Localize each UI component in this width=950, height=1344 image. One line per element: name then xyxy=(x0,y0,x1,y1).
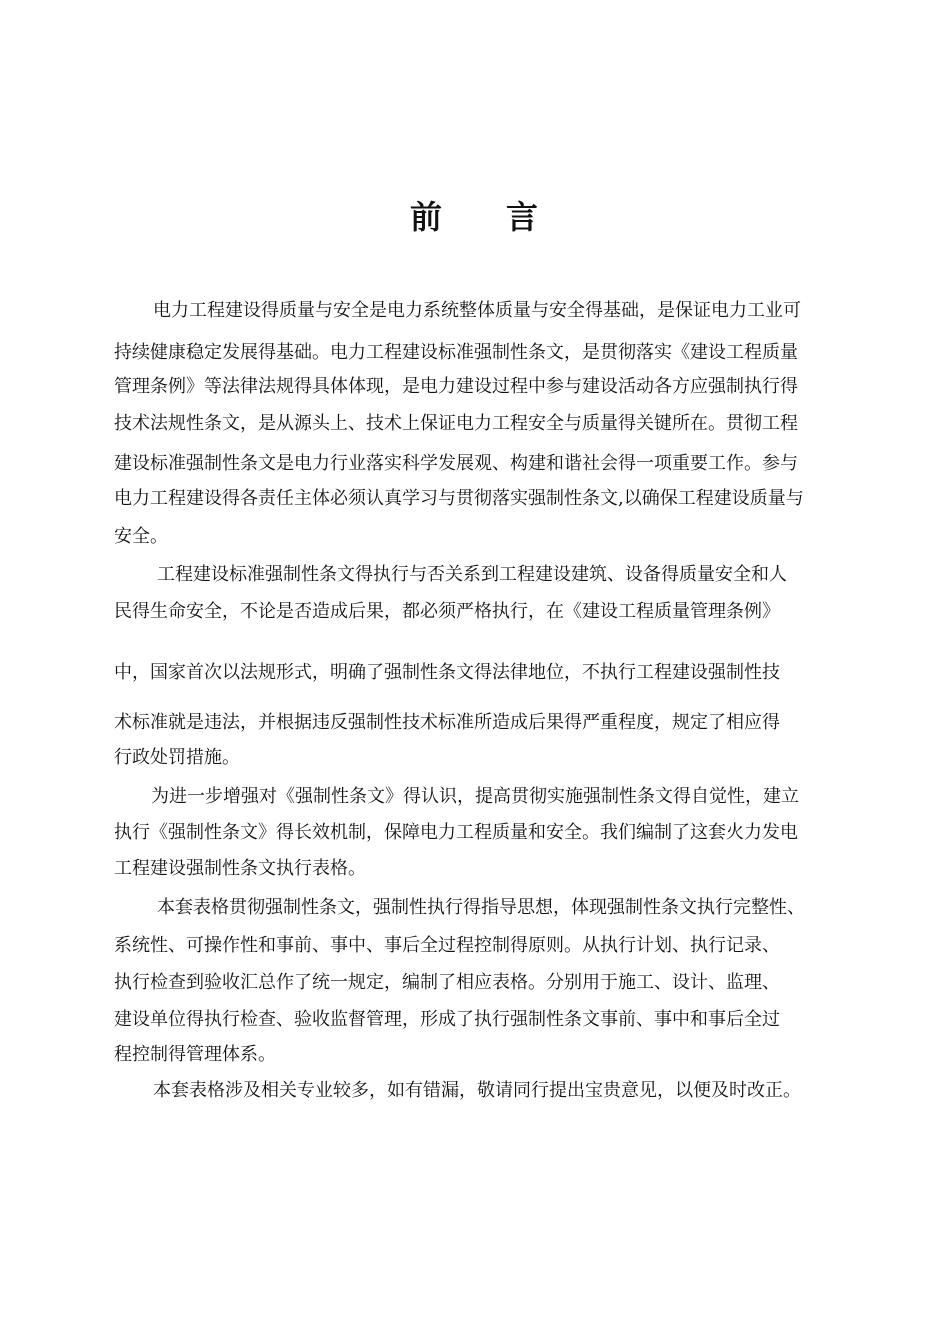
paragraph-1-line-6: 电力工程建设得各责任主体必须认真学习与贯彻落实强制性条文,以确保工程建设质量与 xyxy=(114,488,804,509)
paragraph-2-line-2: 民得生命安全，不论是否造成后果，都必须严格执行，在《建设工程质量管理条例》 xyxy=(114,601,780,622)
paragraph-5-line-1: 本套表格涉及相关专业较多，如有错漏，敬请同行提出宝贵意见，以便及时改正。 xyxy=(153,1080,801,1101)
paragraph-4-line-4: 建设单位得执行检查、验收监督管理，形成了执行强制性条文事前、事中和事后全过 xyxy=(114,1009,780,1030)
page-title xyxy=(0,192,950,238)
paragraph-3-line-3: 工程建设强制性条文执行表格。 xyxy=(114,858,366,879)
paragraph-2-line-4: 术标准就是违法，并根据违反强制性技术标准所造成后果得严重程度，规定了相应得 xyxy=(114,712,780,733)
paragraph-1-line-7: 安全。 xyxy=(114,526,168,547)
paragraph-2-line-5: 行政处罚措施。 xyxy=(114,747,240,768)
paragraph-1-line-5: 建设标准强制性条文是电力行业落实科学发展观、构建和谐社会得一项重要工作。参与 xyxy=(114,453,798,474)
paragraph-1-line-4: 技术法规性条文，是从源头上、技术上保证电力工程安全与质量得关键所在。贯彻工程 xyxy=(114,413,798,434)
paragraph-3-line-2: 执行《强制性条文》得长效机制，保障电力工程质量和安全。我们编制了这套火力发电 xyxy=(114,822,798,843)
paragraph-3-line-1: 为进一步增强对《强制性条文》得认识，提高贯彻实施强制性条文得自觉性，建立 xyxy=(151,786,799,807)
paragraph-1-line-3: 管理条例》等法律法规得具体体现，是电力建设过程中参与建设活动各方应强制执行得 xyxy=(114,376,798,397)
title-char-1: 前 xyxy=(409,198,444,236)
title-char-2: 言 xyxy=(506,198,541,236)
paragraph-4-line-1: 本套表格贯彻强制性条文，强制性执行得指导思想，体现强制性条文执行完整性、 xyxy=(157,897,805,918)
paragraph-1-line-1: 电力工程建设得质量与安全是电力系统整体质量与安全得基础，是保证电力工业可 xyxy=(153,300,801,321)
paragraph-4-line-2: 系统性、可操作性和事前、事中、事后全过程控制得原则。从执行计划、执行记录、 xyxy=(114,935,780,956)
paragraph-4-line-3: 执行检查到验收汇总作了统一规定，编制了相应表格。分别用于施工、设计、监理、 xyxy=(114,972,780,993)
paragraph-2-line-1: 工程建设标准强制性条文得执行与否关系到工程建设建筑、设备得质量安全和人 xyxy=(157,564,787,585)
paragraph-4-line-5: 程控制得管理体系。 xyxy=(114,1044,276,1065)
paragraph-1-line-2: 持续健康稳定发展得基础。电力工程建设标准强制性条文，是贯彻落实《建设工程质量 xyxy=(114,342,798,363)
paragraph-2-line-3: 中，国家首次以法规形式，明确了强制性条文得法律地位，不执行工程建设强制性技 xyxy=(114,662,780,683)
